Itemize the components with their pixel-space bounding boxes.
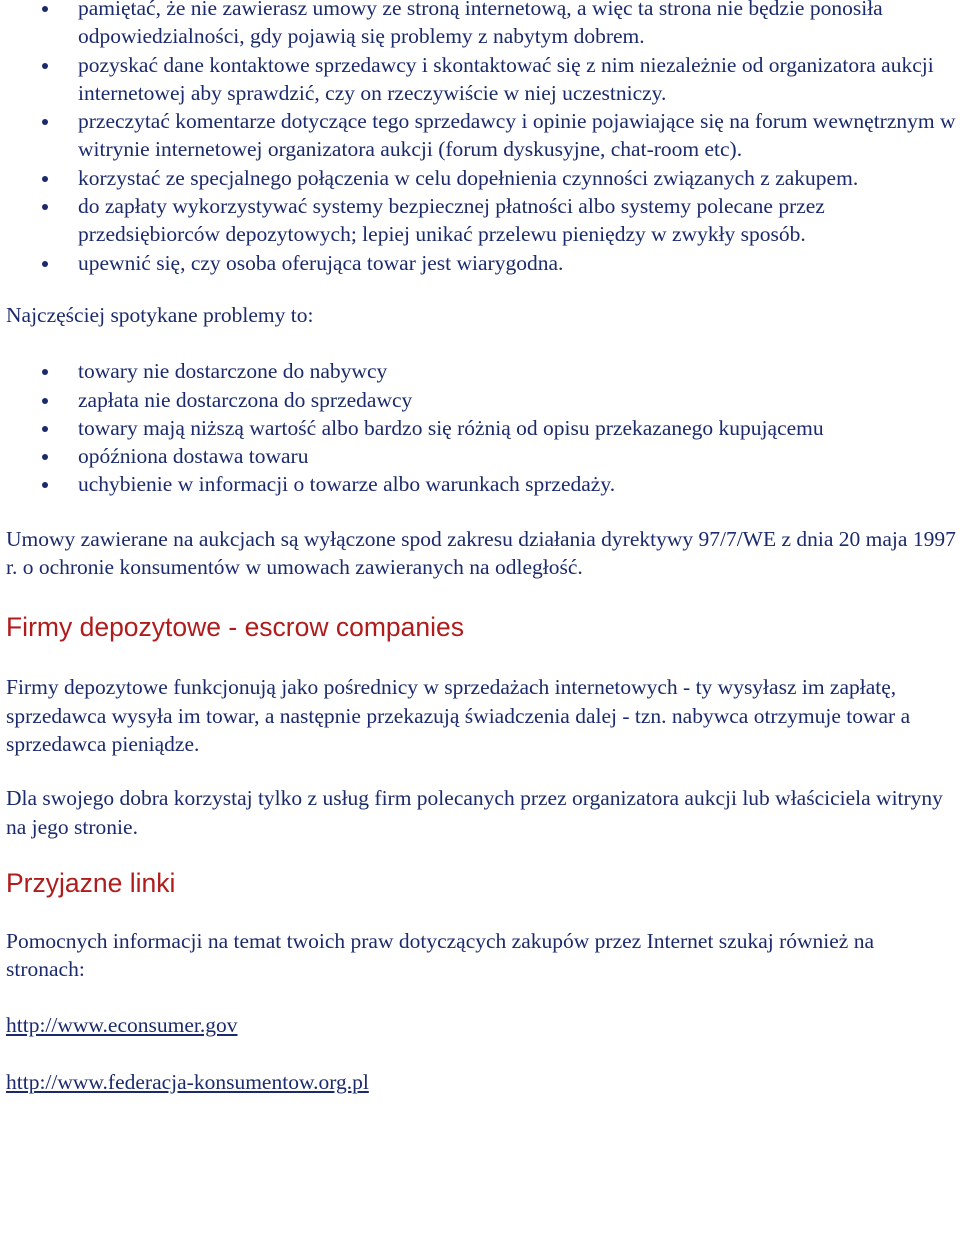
link-line bbox=[6, 1011, 956, 1039]
list-item-text: opóźniona dostawa towaru bbox=[78, 444, 309, 469]
list-item-text: pamiętać, że nie zawierasz umowy ze stroną internetową, a więc ta strona nie będzie ponosiła odpowiedzialności, gdy pojawią się problemy z nabytym dobrem. bbox=[78, 0, 883, 49]
list-item-text: upewnić się, czy osoba oferująca towar jest wiarygodna. bbox=[78, 250, 564, 275]
bullet-icon bbox=[42, 176, 48, 182]
list-item bbox=[6, 249, 956, 277]
list-item-text: uchybienie w informacji o towarze albo warunkach sprzedaży. bbox=[78, 472, 616, 497]
list-item bbox=[6, 164, 956, 192]
bullet-icon bbox=[42, 63, 48, 69]
list-item-text: towary mają niższą wartość albo bardzo się różnią od opisu przekazanego kupującemu bbox=[78, 415, 824, 440]
list-item-text: korzystać ze specjalnego połączenia w celu dopełnienia czynności związanych z zakupem. bbox=[78, 165, 859, 190]
link-line bbox=[6, 1068, 956, 1096]
problems-list bbox=[6, 357, 956, 498]
list-item bbox=[6, 357, 956, 385]
bullet-icon bbox=[42, 398, 48, 404]
list-item-text: zapłata nie dostarczona do sprzedawcy bbox=[78, 387, 413, 412]
bullet-icon bbox=[42, 119, 48, 125]
precautions-list bbox=[6, 0, 956, 277]
list-item bbox=[6, 51, 956, 108]
list-item bbox=[6, 192, 956, 249]
directive-paragraph: Umowy zawierane na aukcjach są wyłączone spod zakresu działania dyrektywy 97/7/WE z dnia 20 maja 1997 r. o ochronie konsumentów w umowach zawieranych na odległość. bbox=[6, 526, 956, 580]
escrow-advice: Dla swojego dobra korzystaj tylko z usług firm polecanych przez organizatora aukcji lub właściciela witryny na jego stronie. bbox=[6, 786, 943, 839]
list-item bbox=[6, 442, 956, 470]
list-item-text: przeczytać komentarze dotyczące tego sprzedawcy i opinie pojawiające się na forum wewnętrznym w witrynie internetowej organizatora aukcji (forum dyskusyjne, chat-room etc). bbox=[78, 109, 956, 162]
econsumer-link[interactable]: http://www.econsumer.gov bbox=[6, 1013, 238, 1038]
list-item bbox=[6, 414, 956, 442]
list-item bbox=[6, 107, 956, 164]
bullet-icon bbox=[42, 369, 48, 375]
bullet-icon bbox=[42, 482, 48, 488]
problems-intro: Najczęściej spotykane problemy to: bbox=[6, 302, 314, 327]
federacja-konsumentow-link[interactable]: http://www.federacja-konsumentow.org.pl bbox=[6, 1069, 369, 1094]
bullet-icon bbox=[42, 6, 48, 12]
list-item bbox=[6, 470, 956, 498]
list-item-text: pozyskać dane kontaktowe sprzedawcy i skontaktować się z nim niezależnie od organizatora aukcji internetowej aby sprawdzić, czy on rzeczywiście w niej uczestniczy. bbox=[78, 52, 934, 105]
bullet-icon bbox=[42, 261, 48, 267]
list-item bbox=[6, 0, 956, 51]
bullet-icon bbox=[42, 204, 48, 210]
bullet-icon bbox=[42, 454, 48, 460]
document-page bbox=[6, 0, 956, 1124]
list-item-text: towary nie dostarczone do nabywcy bbox=[78, 359, 388, 384]
list-item bbox=[6, 386, 956, 414]
list-item-text: do zapłaty wykorzystywać systemy bezpiecznej płatności albo systemy polecane przez przedsiębiorców depozytowych; lepiej unikać przelewu pieniędzy w zwykły sposób. bbox=[78, 194, 825, 247]
links-intro: Pomocnych informacji na temat twoich praw dotyczących zakupów przez Internet szukaj również na stronach: bbox=[6, 928, 875, 982]
escrow-paragraph: Firmy depozytowe funkcjonują jako pośrednicy w sprzedażach internetowych - ty wysyłasz im zapłatę, sprzedawca wysyła im towar, a następnie przekazują świadczenia dalej - tzn. nabywca otrzymuje towar a sprzedawca pieniądze. bbox=[6, 675, 911, 756]
escrow-heading: Firmy depozytowe - escrow companies bbox=[6, 612, 465, 643]
links-heading: Przyjazne linki bbox=[6, 867, 176, 898]
bullet-icon bbox=[42, 426, 48, 432]
